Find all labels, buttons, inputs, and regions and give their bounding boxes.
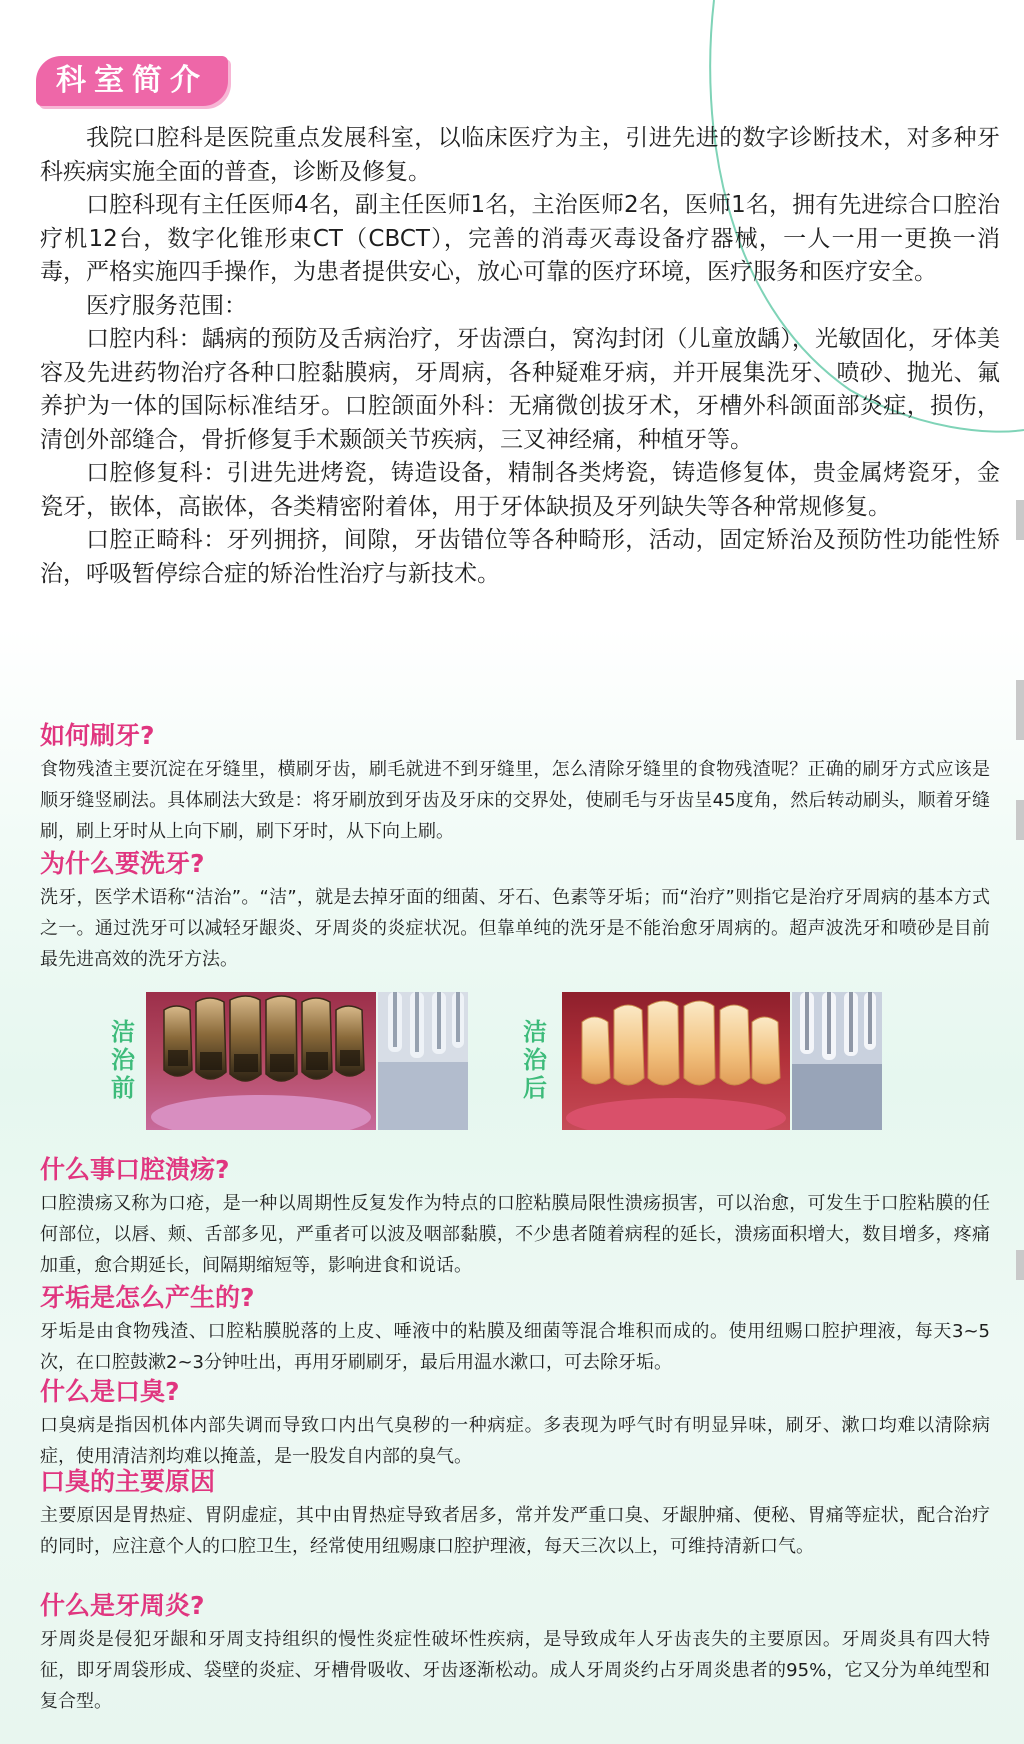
ulcer-section — [40, 1152, 990, 1281]
halitosis-section — [40, 1374, 990, 1472]
brush-section — [40, 718, 990, 847]
plaque-title: 牙垢是怎么产生的? — [40, 1283, 255, 1312]
intro-paragraph: 口腔内科：龋病的预防及舌病治疗，牙齿漂白，窝沟封闭（儿童放龋），光敏固化，牙体美容及先进药物治疗各种口腔黏膜病，牙周病，各种疑难牙病，并开展集洗牙、喷砂、抛光、氟养护为一体的国际标准结牙。口腔颌面外科：无痛微创拔牙术，牙槽外科颌面部炎症，损伤，清创外部缝合，骨折修复手术颞颌关节疾病，三叉神经痛，种植牙等。 — [40, 326, 1000, 453]
after-label: 洁治后 — [523, 1018, 547, 1102]
intro-text — [40, 122, 1000, 591]
intro-paragraph: 口腔正畸科：牙列拥挤，间隙，牙齿错位等各种畸形，活动，固定矫治及预防性功能性矫治，呼吸暂停综合症的矫治性治疗与新技术。 — [40, 527, 1000, 587]
perio-title: 什么是牙周炎? — [40, 1591, 205, 1620]
edge-mark — [1016, 680, 1024, 740]
intro-paragraph: 我院口腔科是医院重点发展科室，以临床医疗为主，引进先进的数字诊断技术，对多种牙科疾病实施全面的普查，诊断及修复。 — [40, 125, 1000, 185]
ulcer-title: 什么事口腔溃疡? — [40, 1155, 230, 1184]
stained-teeth-photo — [146, 992, 376, 1130]
plaque-section — [40, 1280, 990, 1378]
clean-teeth-photo — [562, 992, 790, 1130]
xray-before-image — [378, 992, 468, 1130]
halitosis-title: 什么是口臭? — [40, 1377, 180, 1406]
plaque-body: 牙垢是由食物残渣、口腔粘膜脱落的上皮、唾液中的粘膜及细菌等混合堆积而成的。使用纽赐口腔护理液，每天3~5次，在口腔鼓漱2~3分钟吐出，再用牙刷刷牙，最后用温水漱口，可去除牙垢。 — [40, 1321, 990, 1373]
edge-mark — [1016, 1250, 1024, 1280]
before-label: 洁治前 — [111, 1018, 135, 1102]
halitosis-body: 口臭病是指因机体内部失调而导致口内出气臭秽的一种病症。多表现为呼气时有明显异味，刷牙、漱口均难以清除病症，使用清洁剂均难以掩盖，是一股发自内部的臭气。 — [40, 1415, 990, 1467]
intro-paragraph: 口腔科现有主任医师4名，副主任医师1名，主治医师2名，医师1名，拥有先进综合口腔治疗机12台，数字化锥形束CT（CBCT），完善的消毒灭毒设备疗器械，一人一用一更换一消毒，严格实施四手操作，为患者提供安心，放心可靠的医疗环境，医疗服务和医疗安全。 — [40, 192, 1000, 285]
section-title-pill — [36, 56, 228, 106]
ulcer-body: 口腔溃疡又称为口疮，是一种以周期性反复发作为特点的口腔粘膜局限性溃疡损害，可以治愈，可发生于口腔粘膜的任何部位，以唇、颊、舌部多见，严重者可以波及咽部黏膜，不少患者随着病程的延长，溃疡面积增大，数目增多，疼痛加重，愈合期延长，间隔期缩短等，影响进食和说话。 — [40, 1193, 990, 1276]
clean-body: 洗牙，医学术语称“洁治”。“洁”，就是去掉牙面的细菌、牙石、色素等牙垢；而“治疗”则指它是治疗牙周病的基本方式之一。通过洗牙可以减轻牙龈炎、牙周炎的炎症状况。但靠单纯的洗牙是不能治愈牙周病的。超声波洗牙和喷砂是目前最先进高效的洗牙方法。 — [40, 887, 990, 970]
cause-body: 主要原因是胃热症、胃阴虚症，其中由胃热症导致者居多，常并发严重口臭、牙龈肿痛、便秘、胃痛等症状，配合治疗的同时，应注意个人的口腔卫生，经常使用纽赐康口腔护理液，每天三次以上，可维持清新口气。 — [40, 1505, 990, 1557]
perio-body: 牙周炎是侵犯牙龈和牙周支持组织的慢性炎症性破坏性疾病，是导致成年人牙齿丧失的主要原因。牙周炎具有四大特征，即牙周袋形成、袋壁的炎症、牙槽骨吸收、牙齿逐渐松动。成人牙周炎约占牙周炎患者的95%，它又分为单纯型和复合型。 — [40, 1629, 990, 1712]
edge-mark — [1016, 500, 1024, 540]
brush-title: 如何刷牙? — [40, 721, 155, 750]
edge-mark — [1016, 800, 1024, 840]
before-after-photos — [0, 992, 1024, 1132]
cause-title: 口臭的主要原因 — [40, 1467, 216, 1496]
clean-title: 为什么要洗牙? — [40, 849, 205, 878]
intro-paragraph: 医疗服务范围： — [86, 292, 247, 319]
perio-section — [40, 1588, 990, 1717]
clean-section — [40, 846, 990, 975]
intro-paragraph: 口腔修复科：引进先进烤瓷，铸造设备，精制各类烤瓷，铸造修复体，贵金属烤瓷牙，金瓷牙，嵌体，高嵌体，各类精密附着体，用于牙体缺损及牙列缺失等各种常规修复。 — [40, 460, 1000, 520]
section-title: 科室简介 — [56, 63, 208, 98]
cause-section — [40, 1464, 990, 1562]
xray-after-image — [792, 992, 882, 1130]
brush-body: 食物残渣主要沉淀在牙缝里，横刷牙齿，刷毛就进不到牙缝里，怎么清除牙缝里的食物残渣呢？正确的刷牙方式应该是顺牙缝竖刷法。具体刷法大致是：将牙刷放到牙齿及牙床的交界处，使刷毛与牙齿呈45度角，然后转动刷头，顺着牙缝刷，刷上牙时从上向下刷，刷下牙时，从下向上刷。 — [40, 759, 990, 842]
